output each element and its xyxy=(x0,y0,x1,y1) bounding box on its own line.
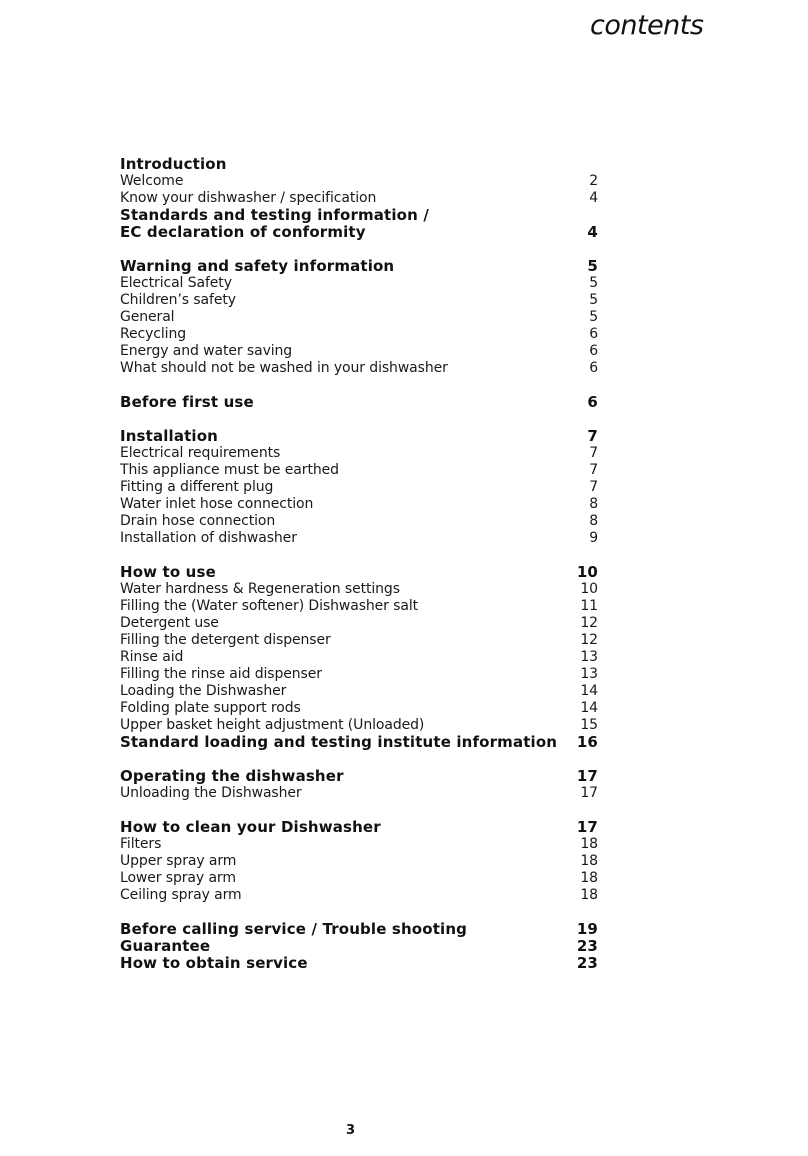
toc-entry xyxy=(120,717,598,734)
toc-entry-page: 16 xyxy=(576,733,598,751)
toc-entry-title: Water hardness & Regeneration settings xyxy=(120,581,400,597)
toc-entry xyxy=(120,360,598,377)
toc-entry xyxy=(120,785,598,802)
toc-entry-title: Upper spray arm xyxy=(120,853,237,869)
toc-entry-title: Filling the rinse aid dispenser xyxy=(120,666,322,682)
toc-entry-page: 13 xyxy=(580,666,598,682)
toc-entry-page: 6 xyxy=(589,343,598,359)
toc-entry xyxy=(120,666,598,683)
toc-entry-title: How to clean your Dishwasher xyxy=(120,818,381,836)
toc-entry xyxy=(120,343,598,360)
toc-entry-title: Drain hose connection xyxy=(120,513,276,529)
toc-entry-title: Loading the Dishwasher xyxy=(120,683,287,699)
toc-entry-title: Rinse aid xyxy=(120,649,184,665)
toc-entry-page: 4 xyxy=(587,223,598,241)
toc-entry-page: 5 xyxy=(589,275,598,291)
toc-entry-title: Unloading the Dishwasher xyxy=(120,785,302,801)
toc-entry xyxy=(120,309,598,326)
toc-entry-title: Ceiling spray arm xyxy=(120,887,242,903)
toc-section-heading xyxy=(120,258,598,275)
toc-entry-page: 9 xyxy=(589,530,598,546)
toc-entry-title: Recycling xyxy=(120,326,187,342)
page-title: contents xyxy=(590,10,704,41)
table-of-contents xyxy=(120,156,598,972)
toc-section-heading xyxy=(120,224,598,241)
toc-entry-title: Introduction xyxy=(120,155,227,173)
toc-spacer xyxy=(120,904,598,921)
toc-entry xyxy=(120,479,598,496)
toc-entry-page: 14 xyxy=(580,683,598,699)
toc-entry-title: Lower spray arm xyxy=(120,870,236,886)
toc-entry-page: 7 xyxy=(587,427,598,445)
toc-entry-page: 7 xyxy=(589,479,598,495)
toc-spacer xyxy=(120,411,598,428)
toc-entry-page: 6 xyxy=(589,360,598,376)
toc-entry-title: Upper basket height adjustment (Unloaded) xyxy=(120,717,425,733)
toc-entry-page: 5 xyxy=(589,309,598,325)
toc-entry-page: 18 xyxy=(580,853,598,869)
toc-section-heading xyxy=(120,428,598,445)
toc-entry-page: 17 xyxy=(576,767,598,785)
toc-entry xyxy=(120,615,598,632)
toc-entry-page: 19 xyxy=(576,920,598,938)
toc-entry-title: Folding plate support rods xyxy=(120,700,301,716)
toc-entry-page: 7 xyxy=(589,462,598,478)
toc-entry-title: Fitting a different plug xyxy=(120,479,274,495)
toc-entry-title: Know your dishwasher / specification xyxy=(120,190,377,206)
toc-entry-page: 11 xyxy=(580,598,598,614)
toc-entry-title: Detergent use xyxy=(120,615,219,631)
toc-entry-title: Filters xyxy=(120,836,162,852)
toc-entry-title: Filling the (Water softener) Dishwasher salt xyxy=(120,598,419,614)
toc-entry xyxy=(120,496,598,513)
toc-entry-title: What should not be washed in your dishwasher xyxy=(120,360,448,376)
toc-entry xyxy=(120,292,598,309)
toc-entry-title: How to use xyxy=(120,563,216,581)
toc-entry xyxy=(120,632,598,649)
toc-spacer xyxy=(120,751,598,768)
toc-entry-title: Water inlet hose connection xyxy=(120,496,314,512)
toc-entry-page: 18 xyxy=(580,887,598,903)
toc-entry-title: Welcome xyxy=(120,173,184,189)
toc-section-heading xyxy=(120,734,598,751)
toc-entry xyxy=(120,649,598,666)
toc-entry xyxy=(120,513,598,530)
toc-entry-title: Installation of dishwasher xyxy=(120,530,297,546)
toc-section-heading xyxy=(120,394,598,411)
toc-entry-title: Before calling service / Trouble shooting xyxy=(120,920,468,938)
toc-entry-page: 10 xyxy=(580,581,598,597)
toc-entry-title: Electrical requirements xyxy=(120,445,281,461)
toc-section-heading xyxy=(120,768,598,785)
toc-section-heading xyxy=(120,955,598,972)
toc-entry-page: 12 xyxy=(580,632,598,648)
toc-entry xyxy=(120,190,598,207)
toc-entry-title: Before first use xyxy=(120,393,254,411)
toc-entry xyxy=(120,275,598,292)
toc-entry-page: 18 xyxy=(580,870,598,886)
toc-entry-title: Children’s safety xyxy=(120,292,236,308)
toc-section-heading xyxy=(120,938,598,955)
toc-entry-title: Standards and testing information / xyxy=(120,206,429,224)
toc-entry xyxy=(120,445,598,462)
toc-spacer xyxy=(120,377,598,394)
toc-entry-page: 14 xyxy=(580,700,598,716)
toc-entry xyxy=(120,870,598,887)
toc-entry-page: 15 xyxy=(580,717,598,733)
toc-entry-page: 17 xyxy=(576,818,598,836)
toc-entry-title: Energy and water saving xyxy=(120,343,293,359)
toc-entry-page: 6 xyxy=(587,393,598,411)
toc-entry-page: 18 xyxy=(580,836,598,852)
toc-entry-title: Electrical Safety xyxy=(120,275,232,291)
toc-entry xyxy=(120,836,598,853)
toc-section-heading xyxy=(120,564,598,581)
toc-entry-page: 8 xyxy=(589,513,598,529)
toc-entry xyxy=(120,462,598,479)
toc-section-heading xyxy=(120,819,598,836)
toc-entry-page: 8 xyxy=(589,496,598,512)
toc-spacer xyxy=(120,547,598,564)
toc-spacer xyxy=(120,241,598,258)
toc-entry-page: 17 xyxy=(580,785,598,801)
toc-section-heading xyxy=(120,156,598,173)
toc-entry-title: General xyxy=(120,309,175,325)
toc-entry-page: 7 xyxy=(589,445,598,461)
toc-entry xyxy=(120,173,598,190)
toc-entry xyxy=(120,887,598,904)
toc-entry xyxy=(120,581,598,598)
toc-entry-page: 5 xyxy=(587,257,598,275)
toc-entry-page: 10 xyxy=(576,563,598,581)
toc-entry-title: Filling the detergent dispenser xyxy=(120,632,331,648)
toc-entry-page: 23 xyxy=(576,954,598,972)
toc-section-heading xyxy=(120,921,598,938)
toc-entry-title: Standard loading and testing institute information xyxy=(120,733,558,751)
toc-entry-page: 23 xyxy=(576,937,598,955)
toc-entry-page: 6 xyxy=(589,326,598,342)
toc-entry-title: EC declaration of conformity xyxy=(120,223,366,241)
toc-entry-page: 4 xyxy=(589,190,598,206)
toc-entry xyxy=(120,700,598,717)
toc-entry-title: This appliance must be earthed xyxy=(120,462,339,478)
toc-entry-page: 2 xyxy=(589,173,598,189)
toc-section-heading xyxy=(120,207,598,224)
toc-entry xyxy=(120,598,598,615)
toc-entry-title: Operating the dishwasher xyxy=(120,767,344,785)
toc-entry xyxy=(120,683,598,700)
toc-entry-title: Installation xyxy=(120,427,218,445)
toc-entry xyxy=(120,326,598,343)
page-number: 3 xyxy=(346,1123,356,1138)
toc-entry-title: Warning and safety information xyxy=(120,257,395,275)
toc-entry-title: How to obtain service xyxy=(120,954,308,972)
toc-entry xyxy=(120,530,598,547)
toc-entry-page: 12 xyxy=(580,615,598,631)
toc-spacer xyxy=(120,802,598,819)
toc-entry-page: 5 xyxy=(589,292,598,308)
toc-entry xyxy=(120,853,598,870)
toc-entry-page: 13 xyxy=(580,649,598,665)
toc-entry-title: Guarantee xyxy=(120,937,211,955)
